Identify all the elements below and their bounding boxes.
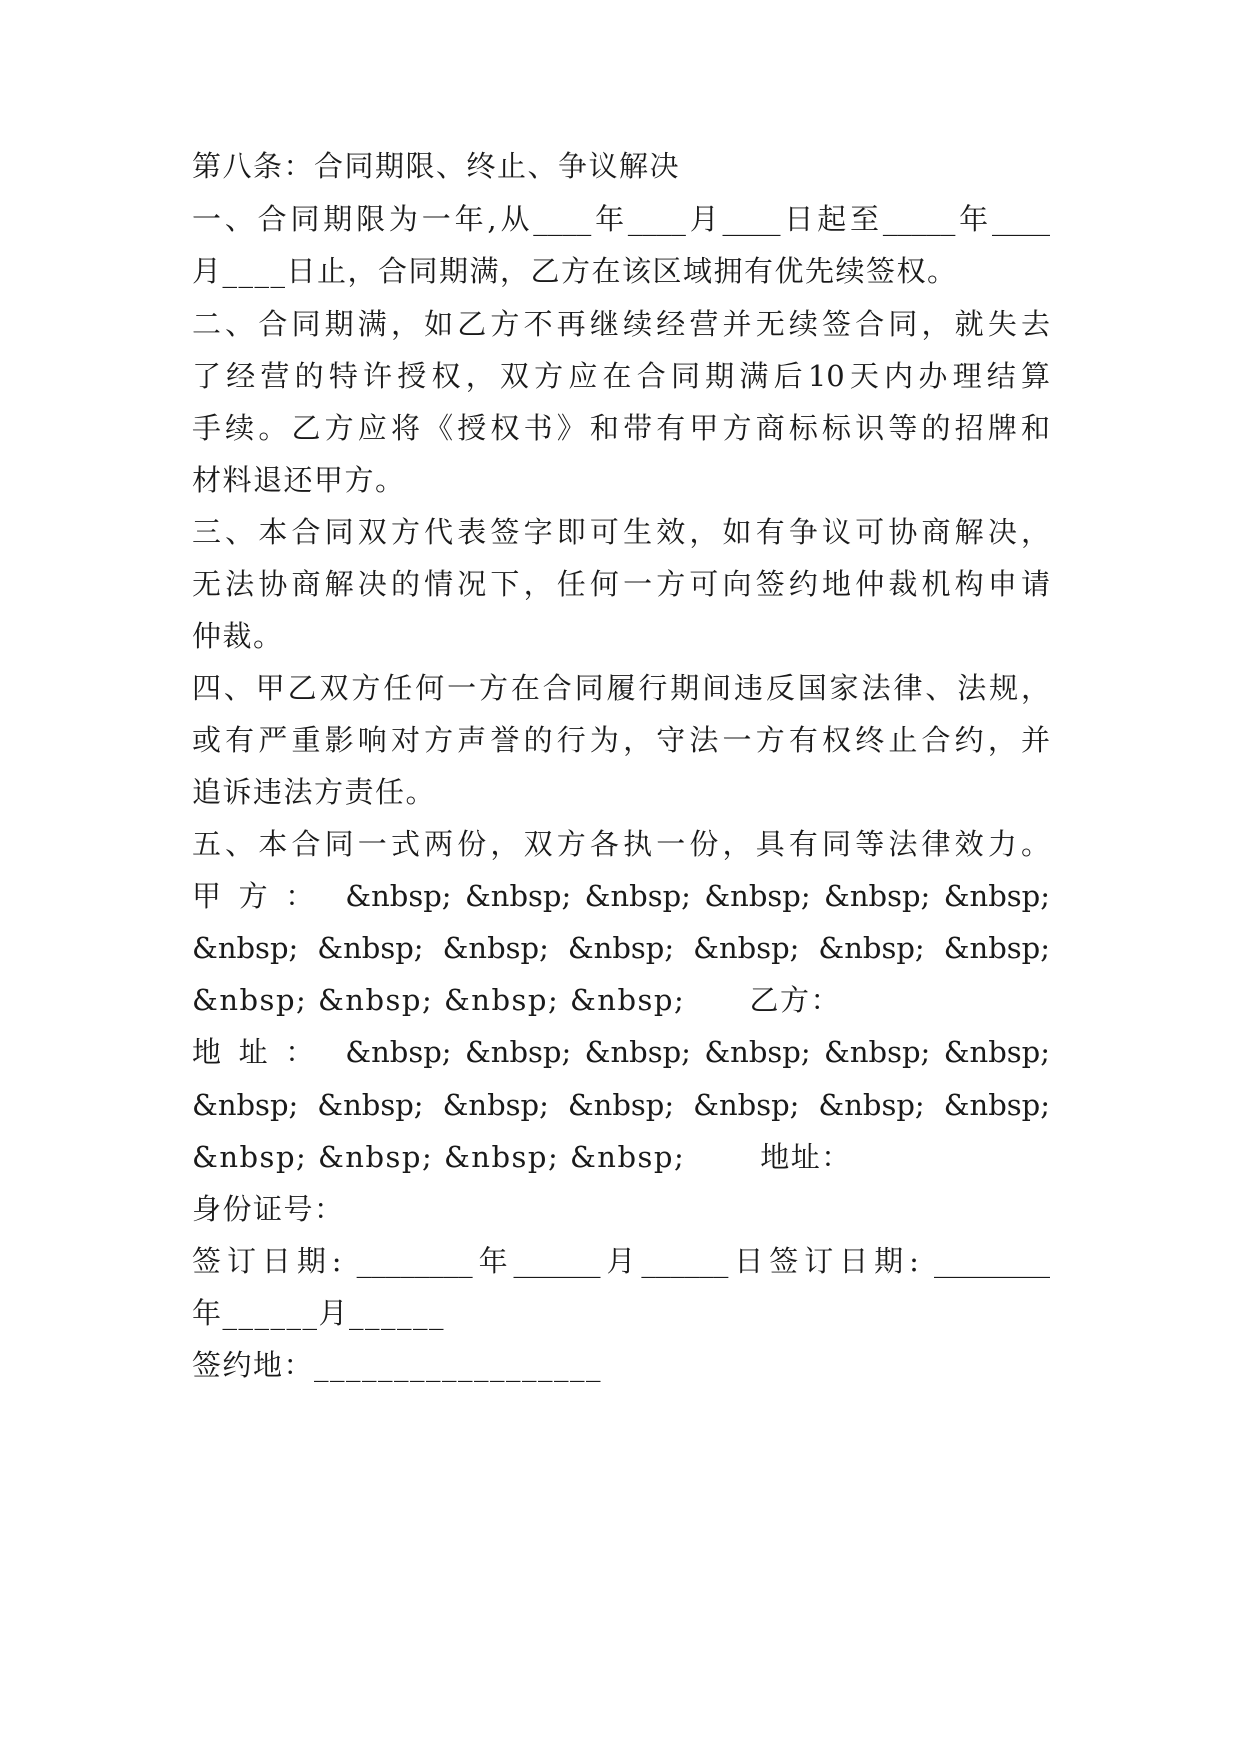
clause-2-line-1: 二、合同期满，如乙方不再继续经营并无续签合同，就失去 xyxy=(192,307,1050,341)
clause-4-line-1: 四、甲乙双方任何一方在合同履行期间违反国家法律、法规， xyxy=(192,671,1050,705)
clause-2-line-2: 了经营的特许授权，双方应在合同期满后10天内办理结算 xyxy=(192,359,1050,393)
party-b-label-line: &nbsp; &nbsp; &nbsp; &nbsp; 乙方： xyxy=(192,983,842,1017)
clause-4-line-3: 追诉违法方责任。 xyxy=(192,775,437,809)
clause-1-line-1: 一、合同期限为一年,从____年____月____日起至_____年____ xyxy=(192,202,1050,236)
clause-5-line-1: 五、本合同一式两份，双方各执一份，具有同等法律效力。 xyxy=(192,827,1050,861)
signing-date-line-1: 签订日期: ________年______月______日签订日期: ________ xyxy=(192,1244,1050,1278)
address-b-label-line: &nbsp; &nbsp; &nbsp; &nbsp; 地址： xyxy=(192,1140,852,1174)
address-a-line-2: &nbsp; &nbsp; &nbsp; &nbsp; &nbsp; &nbsp; &nbsp; xyxy=(192,1088,1050,1122)
clause-3-line-2: 无法协商解决的情况下，任何一方可向签约地仲裁机构申请 xyxy=(192,567,1050,601)
clause-3-line-1: 三、本合同双方代表签字即可生效，如有争议可协商解决， xyxy=(192,515,1050,549)
address-a-line-1: 地 址 ： &nbsp; &nbsp; &nbsp; &nbsp; &nbsp; &nbsp; xyxy=(192,1035,1050,1069)
clause-2-line-4: 材料退还甲方。 xyxy=(192,463,406,497)
id-number-label: 身份证号： xyxy=(192,1192,345,1226)
clause-3-line-3: 仲裁。 xyxy=(192,619,284,653)
signing-place-line: 签约地：__________________ xyxy=(192,1348,603,1382)
clause-2-line-3: 手续。乙方应将《授权书》和带有甲方商标标识等的招牌和 xyxy=(192,411,1050,445)
party-a-line-1: 甲 方 ： &nbsp; &nbsp; &nbsp; &nbsp; &nbsp; &nbsp; xyxy=(192,879,1050,913)
article-heading: 第八条：合同期限、终止、争议解决 xyxy=(192,149,681,183)
party-a-line-2: &nbsp; &nbsp; &nbsp; &nbsp; &nbsp; &nbsp; &nbsp; xyxy=(192,931,1050,965)
clause-4-line-2: 或有严重影响对方声誉的行为，守法一方有权终止合约，并 xyxy=(192,723,1050,757)
clause-1-line-2: 月____日止，合同期满，乙方在该区域拥有优先续签权。 xyxy=(192,254,958,288)
signing-date-line-2: 年______月______ xyxy=(192,1296,446,1330)
